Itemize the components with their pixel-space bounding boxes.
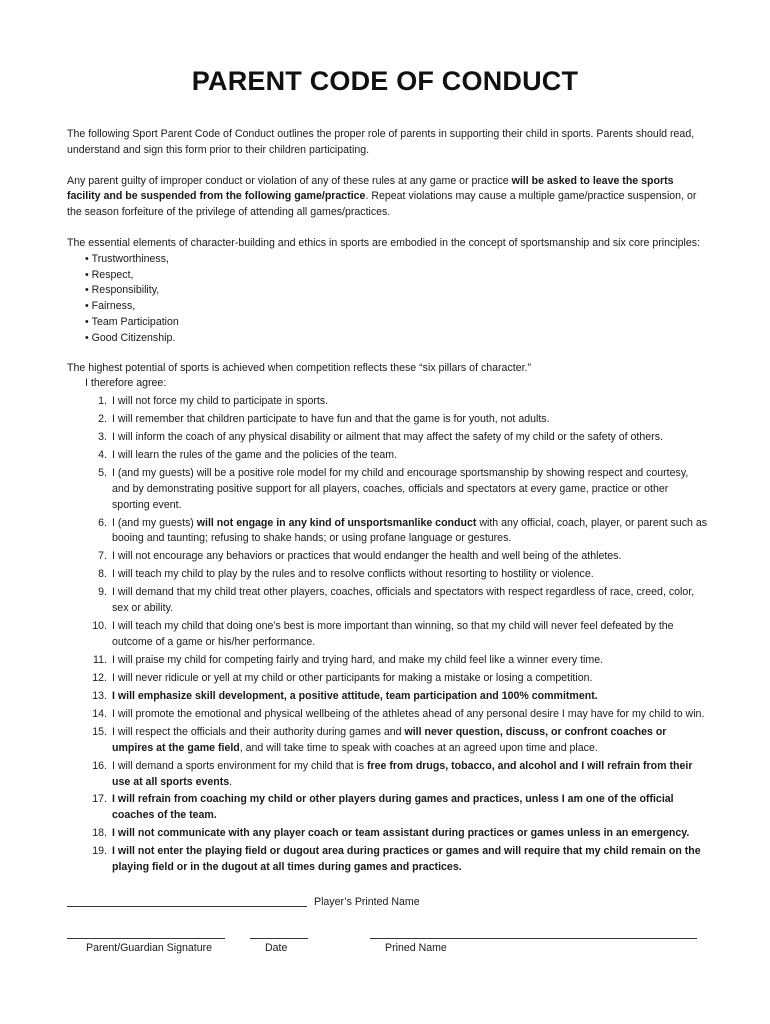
item-text-end: , and will take time to speak with coaches at an agreed upon time and place. [239,741,598,754]
item-number: 11. [93,653,107,666]
printed-name-label: Prined Name [385,942,447,954]
agreement-item [67,549,707,565]
principle-item: • Team Participation [85,315,707,331]
violation-text: Any parent guilty of improper conduct or violation of any of these rules at any game or practice [67,174,512,187]
item-number: 17. [92,793,107,806]
parent-signature-label: Parent/Guardian Signature [86,942,213,954]
principle-item: • Trustworthiness, [85,252,707,268]
item-text: I will respect the officials and their authority during games and [112,725,405,738]
item-bold-text: I will emphasize skill development, a positive attitude, team participation and 100% commitment. [112,689,598,702]
agreement-item [67,448,707,464]
agreement-item [67,792,707,824]
item-number: 5. [98,467,107,480]
page-title: PARENT CODE OF CONDUCT [191,66,579,96]
item-number: 13. [92,689,107,702]
document-body [67,127,707,878]
agreement-item [67,516,707,548]
principle-item: • Responsibility, [85,283,707,299]
item-text: I will demand that my child treat other players, coaches, officials and spectators with respect regardless of race, creed, color, sex or ability. [112,586,695,615]
item-text: I will teach my child to play by the rules and to resolve conflicts without resorting to hostility or violence. [112,568,594,581]
item-number: 9. [98,586,107,599]
violation-paragraph [67,174,707,221]
agreement-item [67,412,707,428]
item-text: I will remember that children participate to have fun and that the game is for youth, not adults. [112,413,550,426]
date-label: Date [265,942,288,954]
item-number: 3. [98,431,107,444]
item-number: 10. [92,620,107,633]
item-text-end: with any official, coach, player, or parent such as booing and taunting; refusing to shake hands; or using profane language or gestures. [112,516,708,545]
principle-item: • Fairness, [85,299,707,315]
intro-paragraph: The following Sport Parent Code of Conduct outlines the proper role of parents in supporting their child in sports. Parents should read, understand and sign this form prior to their children participating. [67,128,695,156]
item-text-end: . [229,775,233,788]
agreement-item [67,394,707,410]
agreement-item [67,466,707,513]
agreement-item [67,844,707,876]
agreement-item [67,725,707,757]
player-name-line[interactable] [67,906,307,907]
agreement-list [67,394,707,876]
item-text: I (and my guests) will be a positive role model for my child and encourage sportsmanship by showing respect and courtesy, and by demonstrating positive support for all players, coaches, officials and spectators at every game, practice or other sporting event. [112,467,689,511]
item-number: 2. [98,413,107,426]
agreement-item [67,707,707,723]
agreement-item [67,567,707,583]
violation-text-end: . Repeat violations may cause a multiple game/practice suspension, or the season forfeiture of the privilege of attending all games/practices. [67,190,697,219]
item-number: 19. [92,845,107,858]
item-bold-text: free from drugs, tobacco, and alcohol and I will refrain from their use at all sports events [112,759,693,788]
item-number: 14. [92,707,107,720]
agreement-item [67,759,707,791]
item-number: 4. [98,449,107,462]
item-number: 16. [92,759,107,772]
principle-item: • Good Citizenship. [85,331,707,347]
principles-intro: The essential elements of character-building and ethics in sports are embodied in the concept of sportsmanship and six core principles: [67,236,701,249]
item-number: 15. [92,725,107,738]
item-text: I will teach my child that doing one’s best is more important than winning, so that my child will never feel defeated by the outcome of a game or his/her performance. [112,620,674,648]
item-text: I will not encourage any behaviors or practices that would endanger the health and well being of the athletes. [112,550,622,563]
printed-name-line[interactable] [370,938,697,939]
item-number: 1. [98,395,107,408]
pillars-paragraph: The highest potential of sports is achieved when competition reflects these “six pillars of character.” [67,361,531,374]
agreement-item [67,585,707,617]
parent-signature-line[interactable] [67,938,225,939]
item-text: I will learn the rules of the game and the policies of the team. [112,449,398,462]
item-text: I (and my guests) [112,516,197,529]
item-text: I will praise my child for competing fairly and trying hard, and make my child feel like a winner every time. [112,653,604,666]
date-line[interactable] [250,938,308,939]
agree-line: I therefore agree: [85,377,167,390]
agreement-item [67,671,707,687]
player-name-label: Player’s Printed Name [314,896,420,908]
item-bold-text: will not engage in any kind of unsportsmanlike conduct [196,516,477,529]
item-bold-text: I will not communicate with any player coach or team assistant during practices or games unless in an emergency. [112,827,690,840]
agreement-item [67,653,707,669]
item-number: 8. [98,568,107,581]
principles-list [85,252,707,347]
item-number: 7. [98,550,107,563]
item-number: 6. [98,516,107,529]
violation-bold: will be asked to leave the sports facility and be suspended from the following game/practice [67,174,674,203]
item-bold-text: I will not enter the playing field or dugout area during practices or games and will require that my child remain on the playing field or in the dugout at all times during games and practices. [112,845,701,874]
agreement-item [67,826,707,842]
item-bold-text: will never question, discuss, or confront coaches or umpires at the game field [112,725,667,754]
item-text: I will never ridicule or yell at my child or other participants for making a mistake or losing a competition. [112,671,593,684]
agreement-item [67,619,707,651]
item-number: 12. [92,671,107,684]
item-bold-text: I will refrain from coaching my child or other players during games and practices, unless I am one of the official coaches of the team. [112,793,674,822]
item-text: I will demand a sports environment for my child that is [112,759,367,772]
item-number: 18. [92,827,107,840]
agreement-item [67,430,707,446]
item-text: I will inform the coach of any physical disability or ailment that may affect the safety of my child or the safety of others. [112,431,663,444]
item-text: I will promote the emotional and physical wellbeing of the athletes ahead of any personal desire I may have for my child to win. [112,707,705,720]
item-text: I will not force my child to participate in sports. [112,395,329,408]
agreement-item [67,689,707,705]
principle-item: • Respect, [85,268,707,284]
